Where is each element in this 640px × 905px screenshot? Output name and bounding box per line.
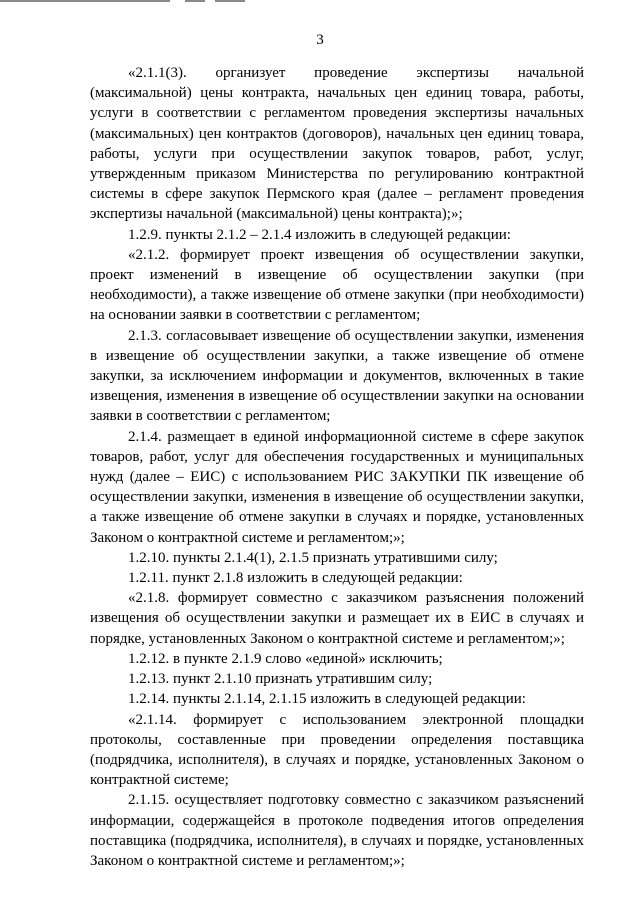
paragraph-2-1-14: «2.1.14. формирует с использованием электронной площадки протоколы, составленные при проведении определения поставщика (подрядчика, исполнителя), в случаях и порядке, установленных Законом о контрактной системе; — [90, 711, 584, 789]
page-number: 3 — [316, 32, 324, 48]
paragraph-1-2-11: 1.2.11. пункт 2.1.8 изложить в следующей редакции: — [128, 570, 463, 587]
scan-edge-line — [185, 0, 205, 2]
paragraph-1-2-12: 1.2.12. в пункте 2.1.9 слово «единой» исключить; — [128, 650, 443, 667]
paragraph-1-2-10: 1.2.10. пункты 2.1.4(1), 2.1.5 признать утратившими силу; — [128, 549, 498, 566]
paragraph-2-1-4: 2.1.4. размещает в единой информационной системе в сфере закупок товаров, работ, услуг для обеспечения государственных и муниципальных нужд (далее – ЕИС) с использованием РИС ЗАКУПКИ ПК извещение об осуществлении закупки, изменения в извещение об осуществлении закупки, а также извещение об отмене закупки в случаях и порядке, установленных Законом о контрактной системе и регламентом;»; — [90, 428, 584, 546]
paragraph-1-2-14: 1.2.14. пункты 2.1.14, 2.1.15 изложить в следующей редакции: — [128, 691, 526, 708]
paragraph-2-1-1-3: «2.1.1(3). организует проведение экспертизы начальной (максимальной) цены контракта, начальных цен единиц товара, работы, услуги в соответствии с регламентом проведения экспертизы начальных (максимальных) цен контрактов (договоров), начальных цен единиц товара, работы, услуги при осуществлении закупок товаров, работ, услуг, утвержденным приказом Министерства по регулированию контрактной системы в сфере закупок Пермского края (далее – регламент проведения экспертизы начальной (максимальной) цены контракта);»; — [90, 65, 584, 223]
scan-edge-line — [215, 0, 245, 2]
paragraph-1-2-9: 1.2.9. пункты 2.1.2 – 2.1.4 изложить в следующей редакции: — [128, 226, 511, 243]
scan-edge-line — [0, 0, 170, 2]
paragraph-2-1-15: 2.1.15. осуществляет подготовку совместно с заказчиком разъяснений информации, содержащейся в протоколе подведения итогов определения поставщика (подрядчика, исполнителя), в случаях и порядке, установленных Законом о контрактной системе и регламентом;»; — [90, 792, 584, 869]
paragraph-2-1-8: «2.1.8. формирует совместно с заказчиком разъяснения положений извещения об осуществлении закупки и размещает их в ЕИС в случаях и порядке, установленных Законом о контрактной системе и регламентом;»; — [90, 590, 584, 647]
document-body — [90, 63, 584, 871]
paragraph-2-1-2: «2.1.2. формирует проект извещения об осуществлении закупки, проект изменений в извещение об осуществлении закупки (при необходимости), а также извещение об отмене закупки (при необходимости) на основании заявки в соответствии с регламентом; — [90, 246, 584, 324]
paragraph-2-1-3: 2.1.3. согласовывает извещение об осуществлении закупки, изменения в извещение об осуществлении закупки, а также извещение об отмене закупки, за исключением информации и документов, включенных в такие извещения, изменения в извещение об осуществлении закупки на основании заявки в соответствии с регламентом; — [90, 327, 584, 425]
paragraph-1-2-13: 1.2.13. пункт 2.1.10 признать утратившим силу; — [128, 671, 433, 688]
